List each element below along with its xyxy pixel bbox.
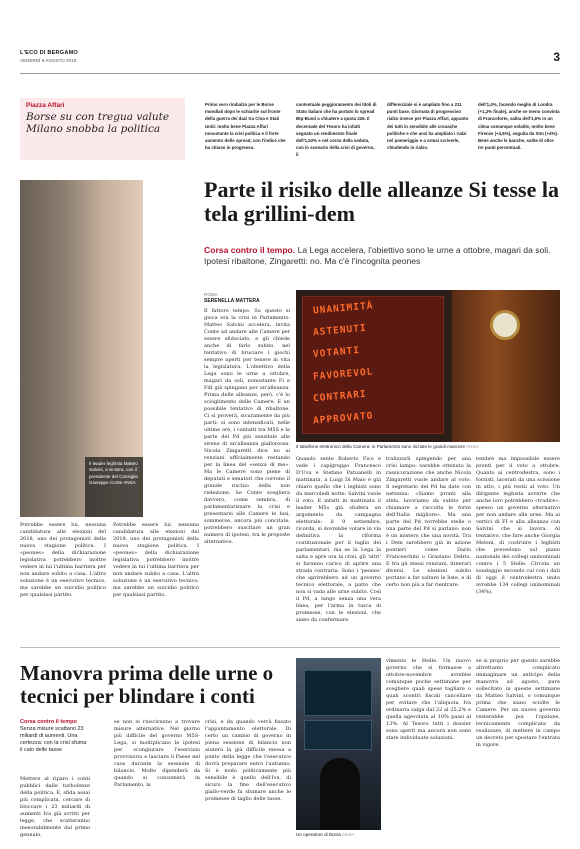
issue-date: VENERDÌ 9 AGOSTO 2019	[20, 58, 77, 63]
main-sub-kicker: Corsa contro il tempo.	[204, 245, 296, 255]
photo-agency: ANSA	[123, 480, 136, 486]
manovra-subheadline	[20, 719, 90, 754]
board-panel	[302, 296, 444, 434]
affari-column: contestuale peggioramento dei titoli di Stato italiani che ha portato lo spread Btp-Bund a chiudere a quota 226. Il decennale del Tesoro ha infatti segnato un rendimento finale dell'1,52% e nel corso della seduta, con lo scenario della crisi di governo, il	[296, 102, 377, 158]
board-line: ASTENUTI	[312, 322, 368, 339]
author-name: SERENELLA MATTERA	[204, 298, 260, 304]
trading-screen	[304, 670, 372, 716]
board-caption-text: Il tabellone elettronico della Camera: in Parlamento sono iniziate le grandi manovre	[296, 444, 466, 449]
byline	[204, 292, 290, 304]
affari-column: dell'1,4%, facendo meglio di Londra (+1,2% finale), anche se meno convinta di Francoforte, salita dell'1,6% in un clima comunque volatile, molto bene Firenze (+4,6%), seguita da Stm (+4%). Bene anche le banche, salite di oltre tre punti percentuali.	[478, 102, 560, 151]
article-column: Quando sente Roberto Fico e vede i capigruppo Francesco D'Uva e Stefano Patuanelli in mattinata, a Luigi Di Maio è già chiaro quello che i leghisti sono da mercoledì notte: Salvini vuole il voto. E infatti in mattinata il leader M5s già sfodera un argomento da campagna elettorale: il 9 settembre, ricorda, si dovrebbe votare in via definitiva la riforma costituzionale per il taglio dei parlamentari, ma se la Lega la salta e apre ora la crisi, gli 'altri' si faranno carico di aprire una strada contraria. Sono i 'peones' che aprirebbero ad un governo tecnico elettorale, a patto che non si vada alle urne subito. Così il Pd, a lungo senza una vera linea, per l'arma in tasca di promesse, con le elezioni, che siano da confermare.	[296, 456, 381, 623]
main-sub-text: La Lega accelera, l'obiettivo sono le urne a ottobre, magari da soli. Ipotesi ribaltone, Zingaretti: no. Ma c'è l'incognita peones	[204, 245, 551, 266]
newspaper-brand: L'ECO DI BERGAMO	[20, 50, 78, 56]
manovra-headline: Manovra prima delle urne o tecnici per blindare i conti	[20, 661, 274, 708]
manovra-sub-text: Senza misure scattano 23 miliardi di aumenti. Una certezza: con la crisi sfuma il calo delle tasse	[20, 726, 87, 753]
main-headline: Parte il risiko delle alleanze Si tesse la tela grillini-dem	[204, 177, 559, 226]
manovra-column: se non si riusciranno a trovare misure alternative. Nel giorno più difficile del governo M5S-Lega, si moltiplicano le ipotesi per scongiurare l'esercizio provvisorio e lasciare il Paese nel caos durante la sessione di bilancio. Molto dipenderà da quando si consumerà in Parlamento, la	[114, 719, 200, 788]
photo-caption	[85, 457, 143, 517]
manovra-headline-block	[20, 662, 290, 708]
manovra-column: Mettere al riparo i conti pubblici dalle turbolenze della politica. E, sfida assai più complicata, cercare di bloccare i 23 miliardi di aumenti Iva già scritti per legge, che scatteranno inesorabilmente dal primo gennaio.	[20, 776, 90, 838]
board-line: CONTRARI	[312, 388, 368, 405]
article-column: Potrebbe essere lui, nessuna candidatura alle elezioni del 2018, uno dei protagonisti della nuova stagione politica. I «peones» della dichiarazione legislativa potrebbero inoltre vedere in lui l'ultima barriera per non andare subito a casa. L'altra soluzione è un esecutivo tecnico, ma sarebbe un suicidio politico per qualsiasi partito.	[20, 522, 106, 598]
trading-screen	[304, 720, 372, 750]
board-line: UNANIMITÀ	[312, 300, 374, 317]
manovra-column: vimento le Stelle. Un nuovo governo che si formasse a ottobre-novembre avrebbe comunque poche settimane per scegliere quali spese tagliare o quali scontri fiscali cancellare per evitare che l'aliquota Iva ordinaria salga dal 22 al 25,2% e quella agevolata al 10% passi al 13%. Al Tesoro tutti i dossier sono aperti ma ancora non sono state individuate soluzioni.	[386, 658, 471, 741]
affari-headline: Borse su con tregua valute Milano snobba la politica	[26, 111, 170, 135]
stock-operator-photo	[296, 658, 381, 830]
chamber-board-photo	[296, 290, 560, 442]
wood-panel	[452, 290, 560, 442]
board-agency: ANSA	[466, 444, 479, 449]
manovra-column: se si proprio per questo sarebbe altrettanto complicato immaginare un anticipo della manovra ad agosto, pure sollecitato in queste settimane da Matteo Salvini, o comunque prima che siano sciolte le Camere. Per un nuovo governo resterebbe poi l'opzione, tecnicamente complicata da realizzare, di mettere in campo un decreto per spostare l'entrata in vigore.	[476, 658, 560, 748]
salvini-photo	[20, 180, 143, 517]
manovra-sub-kicker: Corsa contro il tempo	[20, 719, 77, 725]
main-headline-block	[204, 178, 560, 226]
affari-column: differenziale si è ampliato fino a 211 punti base. Giornata di progressivo rialzo invece per Piazza Affari, appunto dei tutti in sensibile alle cronache politiche e che anzi ha ampliato i rialzi nel pomeriggio e a ormai scriverle, chiudendo in rialzo.	[387, 102, 469, 151]
clock-icon	[490, 310, 520, 340]
article-column: Potrebbe essere lui, nessuna candidatura alle elezioni del 2018, uno dei protagonisti della nuova stagione politica. I «peones» della dichiarazione legislativa potrebbero inoltre vedere in lui l'ultima barriera per non andare subito a casa. L'altra soluzione è un esecutivo tecnico, ma sarebbe un suicidio politico per qualsiasi partito.	[113, 522, 199, 598]
affari-box	[20, 98, 185, 160]
operator-agency: ANSA	[341, 832, 355, 837]
board-caption	[296, 444, 560, 449]
dateline-place: ROMA	[204, 292, 218, 297]
masthead	[20, 50, 560, 72]
article-column: tembre ma impossibile essere pronti per il voto a ottobre. Quanto ai centrodestra, sono i forzisti, lacerati da una scissione in atto, i più restii al voto. Un dirigente leghista avverte che anche loro potrebbero «tradire», spesso un governo alternativo per non andare alle urne. Ma ai vertici di FI e alla alleanza con Salvini che si lavora. Al tentativo, che fare anche Giorgia Meloni, di costruire i leghisti che prevedono sul piano nazionale dei collegi uninominali contro i 5 Stelle. Circola un sondaggio secondo cui con i dati di oggi il centrodestra unito avrebbe 134 collegi uninominali (34%).	[476, 456, 560, 595]
main-subheadline	[204, 245, 560, 267]
board-line: APPROVATO	[312, 410, 374, 427]
board-line: FAVOREVOL	[312, 366, 374, 383]
article-column: tralizzarli spingendo per una crisi lampo: sarebbe ottenuto la rassicurazione che anche Nicola Zingaretti vuole andare al voto. Il segretario del Pd ha dato con nettezza: «Siamo pronti alla sfida, lavoriamo da subito per chiamare a raccolta le forze dell'Italia migliore». Ma una parte del Pd vorrebbe stelle o una parte del Pd si parlano: non è un mistero che una novità. Tra i Dem sarebbero già in azione pontieri come Dario Franceschini o Graziano Delrio. E tra gli stessi renziani, itinerari diversi. Le elezioni subito portano a far saltare le liste, e di certo non più a far rientrare.	[386, 456, 471, 588]
operator-silhouette	[320, 758, 360, 830]
manovra-column: crisi, e da quando verrà fissato l'appuntamento elettorale. Di certo un cambio di governo in piena sessione di bilancio non aiuterà la già difficile messa a punto della legge che l'esecutivo dovrà preparare entro l'autunno. Si è nodo politicamente più sensibile è quello dell'Iva, di sicuro la fine dell'esecutivo giallo-verde fa sfumare anche le promesse di taglio delle tasse.	[205, 719, 291, 802]
page-number: 3	[553, 50, 560, 64]
article-column: Il fattore tempo. Su questo si gioca ora la crisi in Parlamento. Matteo Salvini accelera, invita Conte ad andare alle Camere per essere sfiduciato, e gli chiede anche di farlo subito, nel tentativo di bruciare i giochi sempre aperti per tenere in vita la legislatura. L'obiettivo della Lega sono le urne a ottobre, magari da soli, nonostante Fi e FdI già spingano per un'alleanza. Prima delle alleanze, però, c'è lo scioglimento delle Camere. E un possibile tentativo di ribaltone. Ci si proverà, sicuramente da più parti: si sono intensificati, nelle ultime ore, i contatti tra M5S e la parte del Pd più sensibile alle sirene di un'alleanza giallorossa. Nicola Zingaretti dice no ai renziani ufficialmente restando per la linea del «senza di me». Ma le Camere sono piene di deputati e senatori che corrono il grande rischio della non rielezione. Se Conte scegliera davvero, come sembra, di parlamentarizzare la crisi e presentarsi alle Camere le fasi, sommerse, ancora più concitate, potrebbero suscitare un gran numero di ipotesi, tra le proposte alternative.	[204, 308, 290, 545]
board-line: VOTANTI	[312, 344, 361, 361]
operator-caption	[296, 832, 386, 837]
affari-columns	[205, 101, 560, 163]
top-rule	[20, 73, 560, 74]
operator-caption-text: Un operatore di Borsa	[296, 832, 341, 837]
affari-column: Primo vero rimbalzo per le Borse mondiali dopo le schiarite sul fronte della guerra dei dazi tra Cina e Stati Uniti: molto bene Piazza Affari nonostante la crisi politica e il forte aumento dello spread, con l'indice che ha chiuso in progresso.	[205, 102, 286, 151]
photo-caption-text: Il leader leghista Matteo Salvini, a sinistra, con il presidente del Consiglio Giuseppe Conte	[89, 461, 139, 486]
section-rule	[20, 647, 560, 648]
affari-kicker: Piazza Affari	[26, 102, 65, 109]
